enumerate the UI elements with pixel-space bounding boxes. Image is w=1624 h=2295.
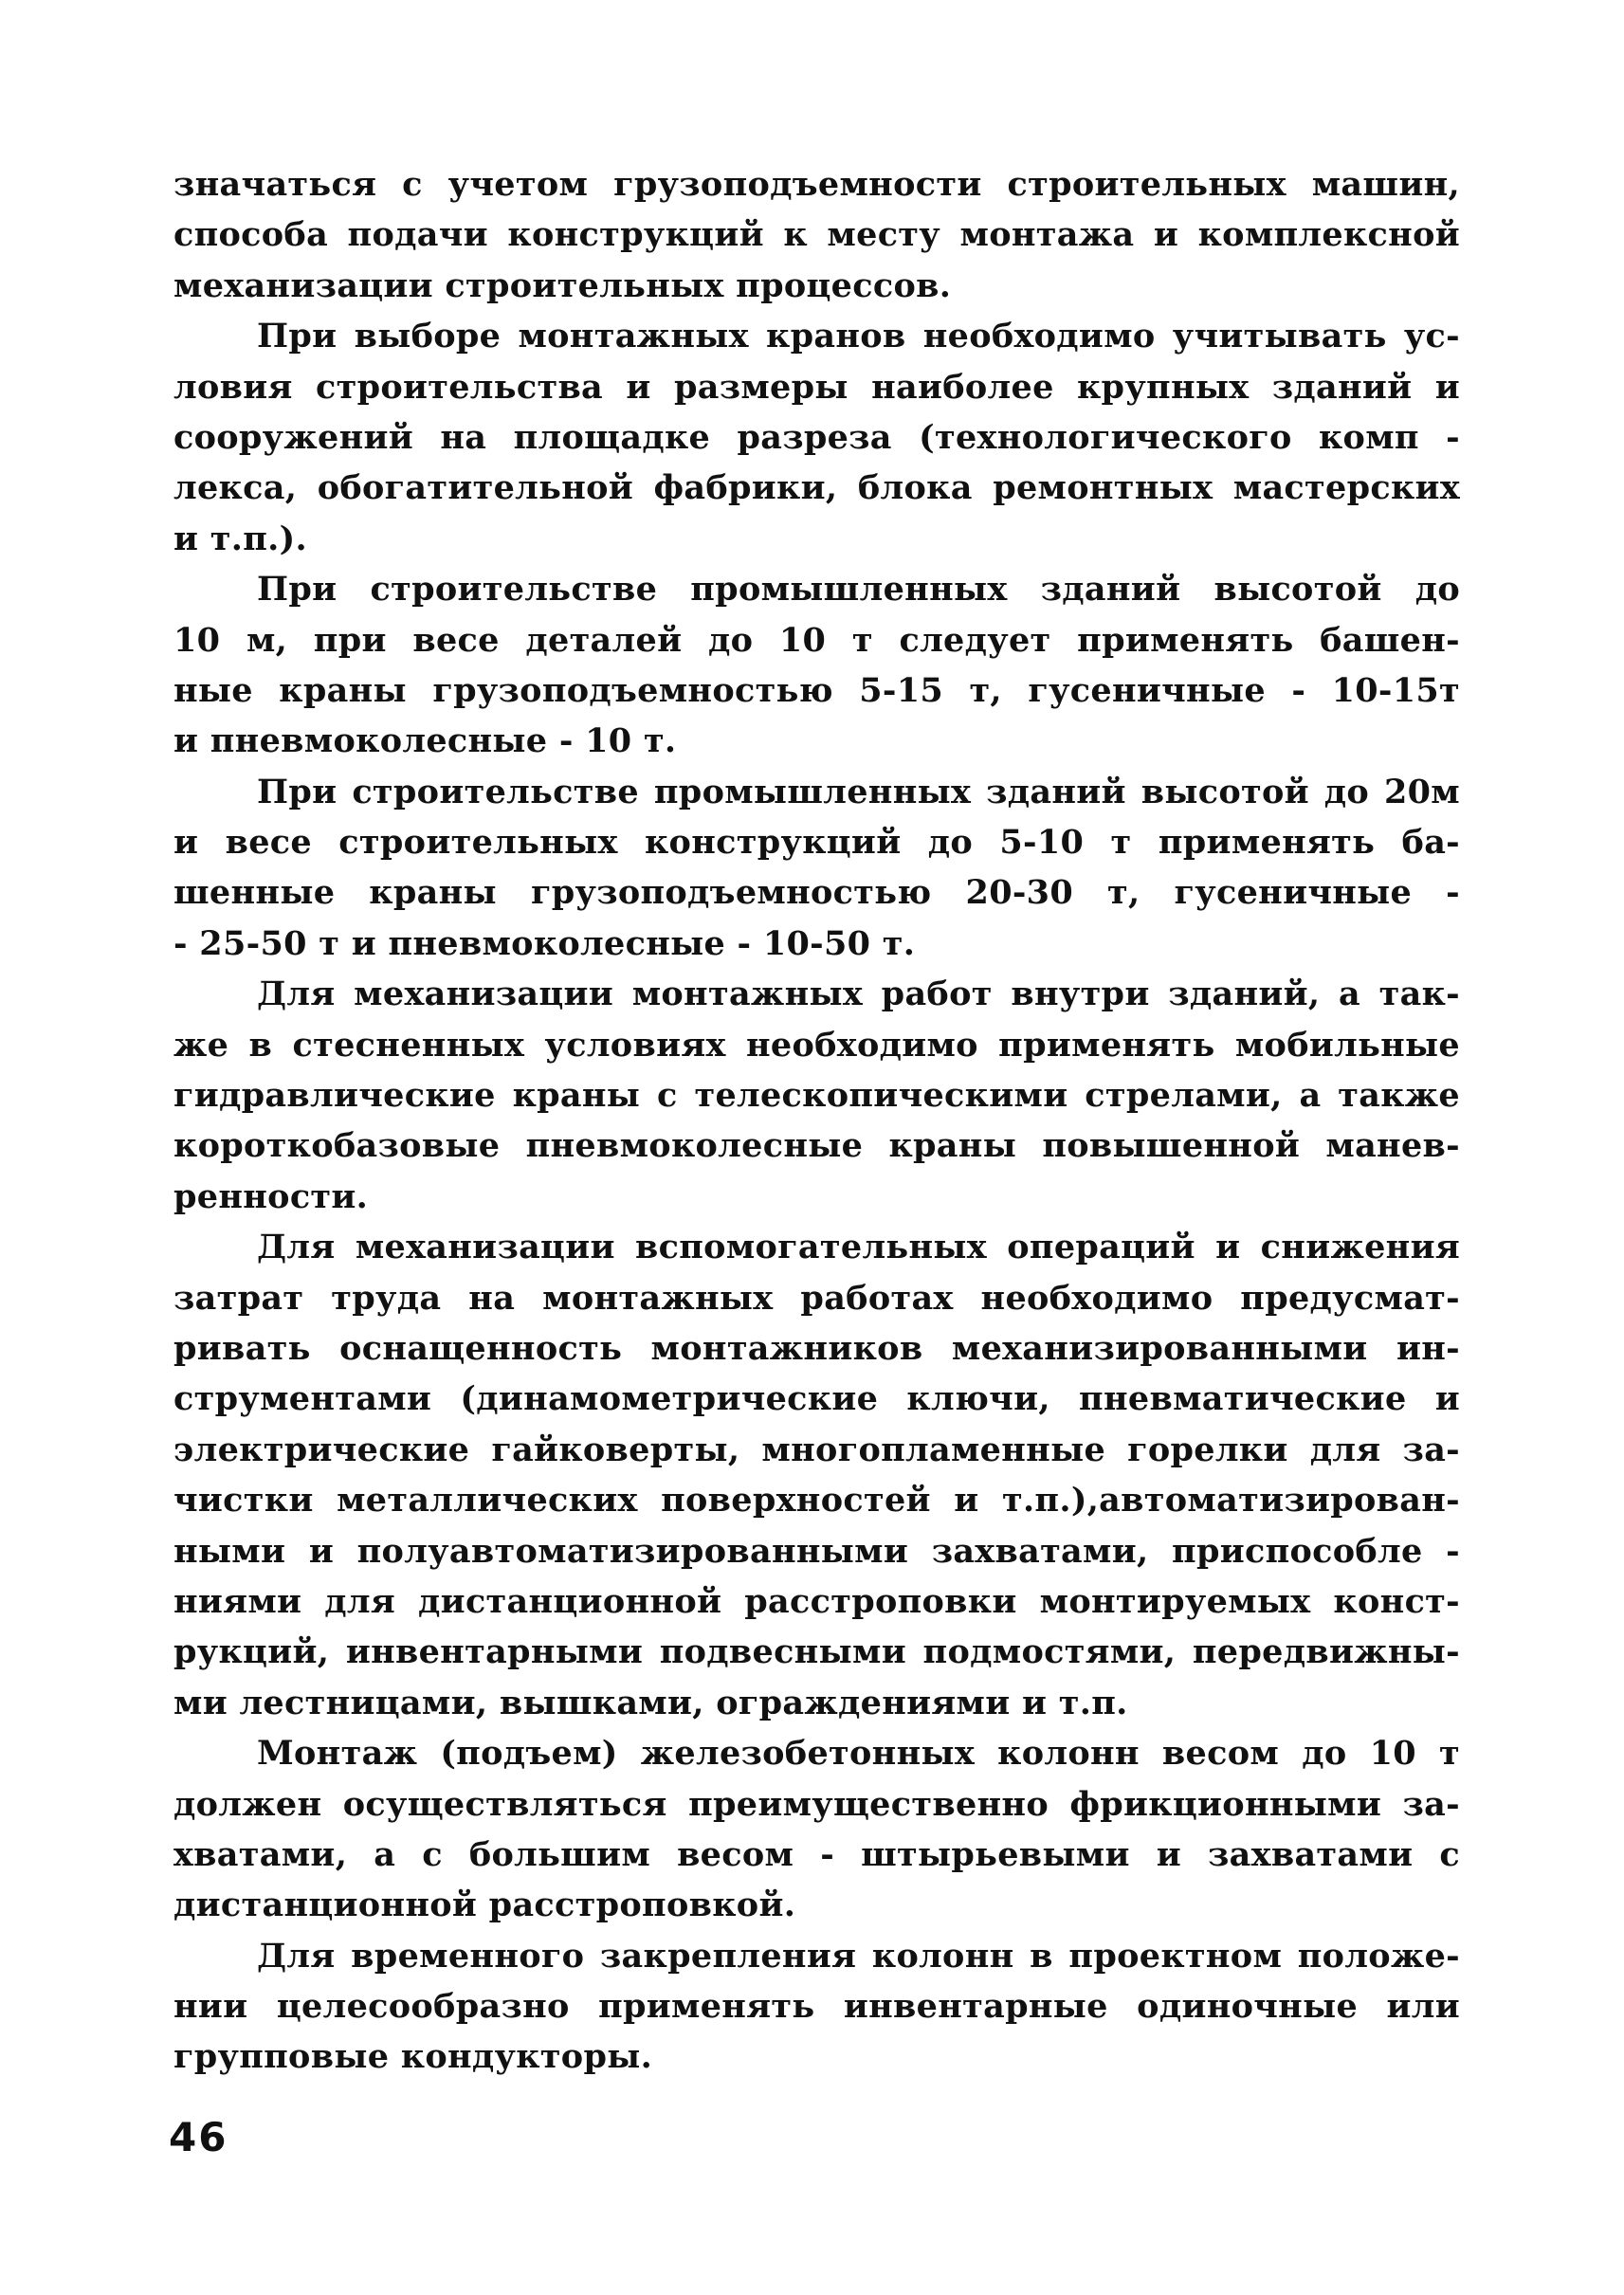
paragraph-first-line: Для механизации вспомогательных операций и снижения	[257, 1228, 1460, 1267]
text-line: механизации строительных процессов.	[173, 265, 952, 305]
text-line: значаться с учетом грузоподъемности строительных машин,	[173, 165, 1460, 204]
text-line: и пневмоколесные - 10 т.	[173, 721, 677, 761]
text-line: 10 м, при весе деталей до 10 т следует применять башен-	[173, 620, 1460, 660]
paragraph-first-line: Монтаж (подъем) железобетонных колонн весом до 10 т	[257, 1734, 1460, 1774]
text-line: струментами (динамометрические ключи, пневматические и	[173, 1379, 1460, 1419]
text-line: дистанционной расстроповкой.	[173, 1885, 796, 1925]
text-line: должен осуществляться преимущественно фрикционными за-	[173, 1784, 1460, 1824]
text-line: рукций, инвентарными подвесными подмостями, передвижны-	[173, 1632, 1460, 1672]
text-line: и весе строительных конструкций до 5-10 т применять ба-	[173, 823, 1460, 863]
text-line: способа подачи конструкций к месту монтажа и комплексной	[173, 215, 1460, 255]
text-line: затрат труда на монтажных работах необходимо предусмат-	[173, 1278, 1460, 1318]
text-line: ми лестницами, вышками, ограждениями и т.п.	[173, 1683, 1128, 1722]
text-line: ниями для дистанционной расстроповки монтируемых конст-	[173, 1581, 1460, 1621]
text-line: гидравлические краны с телескопическими стрелами, а также	[173, 1076, 1460, 1116]
text-line: групповые кондукторы.	[173, 2037, 653, 2077]
paragraph-first-line: Для механизации монтажных работ внутри зданий, а так-	[257, 974, 1460, 1014]
text-line: хватами, а с большим весом - штырьевыми и захватами с	[173, 1834, 1460, 1874]
text-line: чистки металлических поверхностей и т.п.),автоматизирован-	[173, 1481, 1460, 1521]
body-text	[173, 159, 1460, 2083]
text-line: ловия строительства и размеры наиболее крупных зданий и	[173, 367, 1460, 407]
paragraph-first-line: При выборе монтажных кранов необходимо учитывать ус-	[257, 317, 1460, 356]
text-line: ные краны грузоподъемностью 5-15 т, гусеничные - 10-15т	[173, 670, 1460, 710]
text-line: - 25-50 т и пневмоколесные - 10-50 т.	[173, 923, 916, 963]
text-line: же в стесненных условиях необходимо применять мобильные	[173, 1025, 1460, 1065]
paragraph-first-line: Для временного закрепления колонн в проектном положе-	[257, 1936, 1460, 1976]
text-line: шенные краны грузоподъемностью 20-30 т, гусеничные -	[173, 873, 1460, 913]
text-line: короткобазовые пневмоколесные краны повышенной манев-	[173, 1126, 1460, 1166]
text-line: электрические гайковерты, многопламенные горелки для за-	[173, 1430, 1460, 1469]
text-line: лекса, обогатительной фабрики, блока ремонтных мастерских	[173, 468, 1460, 508]
text-line: ренности.	[173, 1176, 369, 1216]
page-number: 46	[169, 2114, 228, 2160]
paragraph-first-line: При строительстве промышленных зданий высотой до	[257, 570, 1460, 610]
text-line: ными и полуавтоматизированными захватами, приспособле -	[173, 1531, 1460, 1571]
text-line: ривать оснащенность монтажников механизированными ин-	[173, 1328, 1460, 1368]
text-line: нии целесообразно применять инвентарные одиночные или	[173, 1987, 1460, 2027]
paragraph-first-line: При строительстве промышленных зданий высотой до 20м	[257, 772, 1460, 811]
text-line: и т.п.).	[173, 519, 307, 558]
text-line: сооружений на площадке разреза (технологического комп -	[173, 417, 1460, 457]
